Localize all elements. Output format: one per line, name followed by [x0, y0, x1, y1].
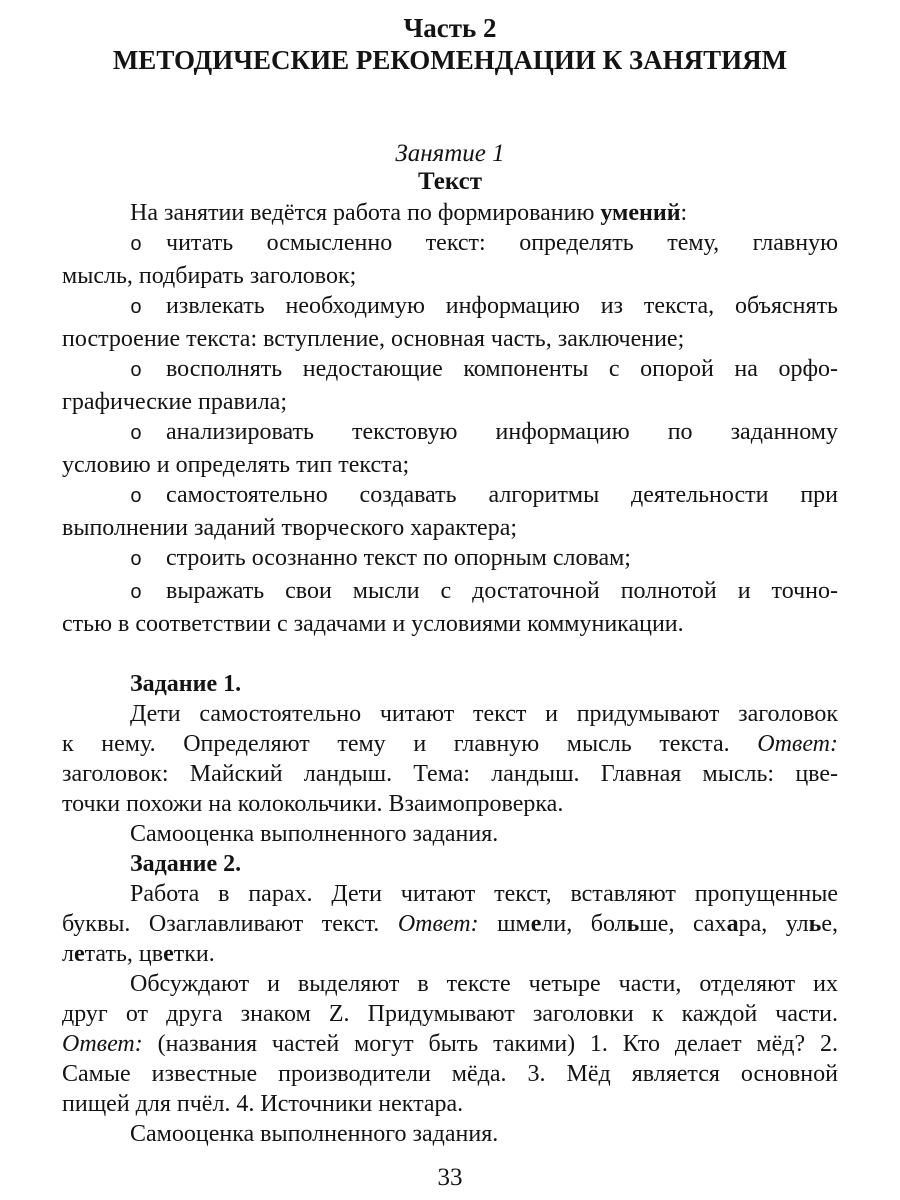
text-line: [62, 849, 838, 879]
text-segment: буквы. Озаглавливают текст.: [62, 911, 398, 937]
text-line: [62, 354, 838, 387]
intro-paragraph: [62, 198, 838, 228]
skill-item-3: [62, 354, 838, 417]
text-line: [62, 1029, 838, 1059]
part-label: Часть 2: [403, 13, 497, 43]
text-line: [62, 387, 838, 417]
bold-text: е: [530, 911, 542, 937]
task-2-heading: [62, 849, 838, 879]
part-title: МЕТОДИЧЕСКИЕ РЕКОМЕНДАЦИИ К ЗАНЯТИЯМ: [112, 45, 788, 75]
skill-item-6: [62, 543, 838, 576]
bullet-marker: o: [130, 423, 143, 446]
text-segment: :: [680, 200, 688, 226]
bold-text: ь: [808, 911, 822, 937]
page-number: 33: [437, 1164, 463, 1191]
task-1-paragraph: [62, 699, 838, 819]
text-segment: Дети самостоятельно читают текст и придумывают заголовок: [130, 701, 838, 727]
text-segment: Самооценка выполненного задания.: [130, 1121, 499, 1147]
bullet-marker: o: [130, 234, 143, 257]
text-segment: к нему. Определяют тему и главную мысль текста.: [62, 731, 758, 757]
text-segment: строить осознанно текст по опорным словам;: [166, 545, 631, 571]
bullet-marker: o: [130, 549, 143, 572]
text-segment: извлекать необходимую информацию из текста, объяснять: [166, 293, 838, 319]
task-2-selfcheck: [62, 1119, 838, 1149]
skill-item-7: [62, 576, 838, 639]
text-segment: Самооценка выполненного задания.: [130, 821, 499, 847]
text-line: [62, 609, 838, 639]
text-line: [62, 513, 838, 543]
text-segment: анализировать текстовую информацию по заданному: [166, 419, 838, 445]
text-segment: е,: [821, 911, 839, 937]
italic-text: Ответ:: [397, 911, 479, 937]
text-line: [62, 1089, 838, 1119]
text-line: [62, 576, 838, 609]
skill-item-4: [62, 417, 838, 480]
lesson-topic: Текст: [418, 168, 482, 195]
text-segment: На занятии ведётся работа по формированию: [130, 200, 601, 226]
text-line: [62, 759, 838, 789]
text-segment: Работа в парах. Дети читают текст, вставляют пропущенные: [130, 881, 838, 907]
bullet-marker: o: [130, 360, 143, 383]
text-segment: самостоятельно создавать алгоритмы деятельности при: [166, 482, 838, 508]
document-body: [62, 198, 838, 1149]
text-segment: восполнять недостающие компоненты с опорой на орфо-: [166, 356, 838, 382]
skill-item-1: [62, 228, 838, 291]
text-segment: построение текста: вступление, основная часть, заключение;: [62, 326, 685, 352]
text-segment: выполнении заданий творческого характера;: [62, 515, 518, 541]
text-segment: мысль, подбирать заголовок;: [62, 263, 357, 289]
bold-text: ь: [626, 911, 640, 937]
text-line: [62, 939, 838, 969]
lesson-label: Занятие 1: [395, 140, 505, 167]
skill-item-2: [62, 291, 838, 354]
text-line: [62, 291, 838, 324]
task-1-heading: [62, 669, 838, 699]
text-line: [62, 819, 838, 849]
text-line: [62, 450, 838, 480]
text-line: [62, 1059, 838, 1089]
part-heading: [62, 12, 838, 76]
text-line: [62, 879, 838, 909]
text-segment: тки.: [173, 941, 215, 967]
bullet-marker: o: [130, 486, 143, 509]
bold-text: Задание 1.: [130, 671, 242, 697]
text-line: [62, 417, 838, 450]
text-line: [62, 999, 838, 1029]
text-line: [62, 969, 838, 999]
text-segment: ше, сах: [639, 911, 727, 937]
text-segment: ли, бол: [541, 911, 627, 937]
bold-text: а: [726, 911, 739, 937]
text-segment: точки похожи на колокольчики. Взаимопроверка.: [62, 791, 564, 817]
text-line: [62, 543, 838, 576]
text-segment: пищей для пчёл. 4. Источники нектара.: [62, 1091, 464, 1117]
skill-item-5: [62, 480, 838, 543]
text-line: [62, 261, 838, 291]
text-segment: ра, ул: [738, 911, 809, 937]
bold-text: е: [73, 941, 85, 967]
text-line: [62, 198, 838, 228]
italic-text: Ответ:: [757, 731, 838, 757]
text-segment: условию и определять тип текста;: [62, 452, 410, 478]
text-line: [62, 228, 838, 261]
text-segment: Самые известные производители мёда. 3. Мёд является основной: [62, 1061, 838, 1087]
text-line: [62, 729, 838, 759]
task-2-paragraph-2: [62, 969, 838, 1119]
text-segment: стью в соответствии с задачами и условиями коммуникации.: [62, 611, 684, 637]
page-content: [62, 0, 838, 1149]
text-segment: тать, цв: [84, 941, 164, 967]
task-2-paragraph-1: [62, 879, 838, 969]
italic-text: Ответ:: [62, 1031, 143, 1057]
text-segment: заголовок: Майский ландыш. Тема: ландыш. Главная мысль: цве-: [62, 761, 838, 787]
bullet-marker: o: [130, 297, 143, 320]
text-line: [62, 480, 838, 513]
text-segment: графические правила;: [62, 389, 287, 415]
text-segment: Обсуждают и выделяют в тексте четыре части, отделяют их: [130, 971, 838, 997]
task-1-selfcheck: [62, 819, 838, 849]
bold-text: е: [163, 941, 174, 967]
text-line: [62, 789, 838, 819]
text-segment: л: [62, 941, 74, 967]
bold-text: умений: [600, 200, 681, 226]
bullet-marker: o: [130, 582, 143, 605]
text-line: [62, 669, 838, 699]
text-segment: выражать свои мысли с достаточной полнотой и точно-: [166, 578, 838, 604]
text-segment: читать осмысленно текст: определять тему, главную: [166, 230, 838, 256]
text-line: [62, 324, 838, 354]
text-segment: шм: [478, 911, 531, 937]
text-line: [62, 909, 838, 939]
text-segment: (названия частей могут быть такими) 1. Кто делает мёд? 2.: [142, 1031, 838, 1057]
text-line: [62, 699, 838, 729]
text-line: [62, 1119, 838, 1149]
bold-text: Задание 2.: [130, 851, 242, 877]
text-segment: друг от друга знаком Z. Придумывают заголовки к каждой части.: [62, 1001, 838, 1027]
